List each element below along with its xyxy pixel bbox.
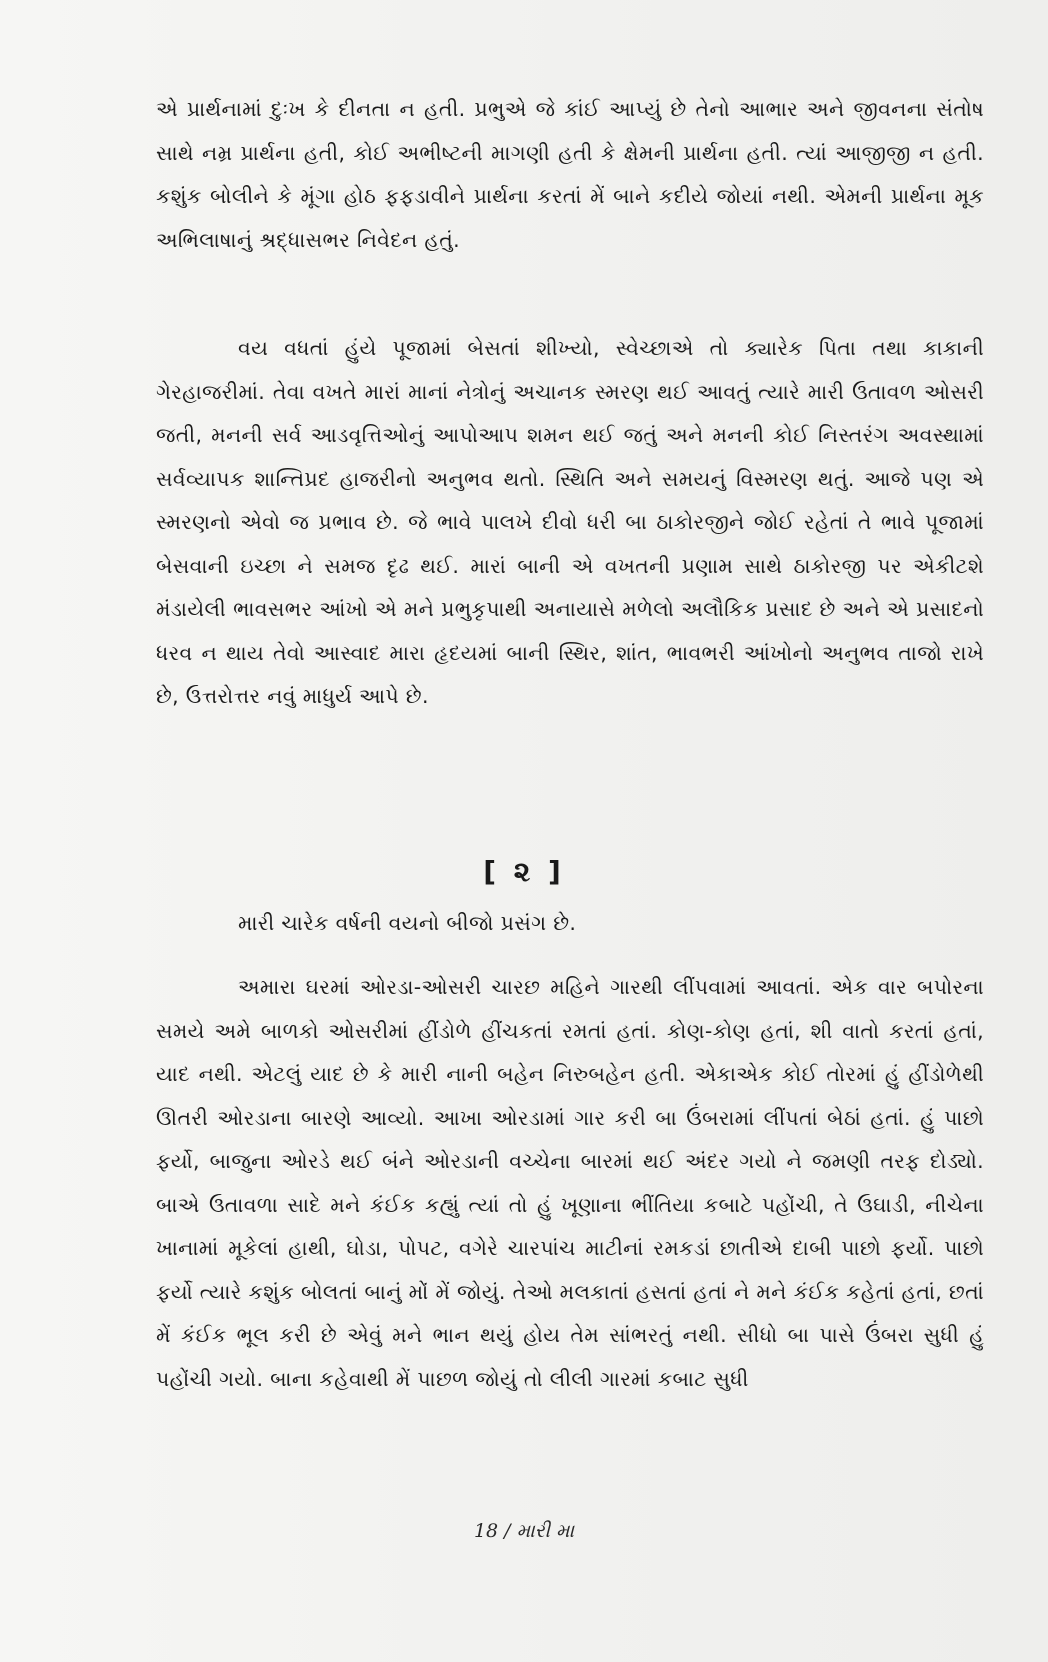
- paragraph-second-incident: મારી ચારેક વર્ષની વયનો બીજો પ્રસંગ છે.: [238, 911, 577, 935]
- section-heading: [ ૨ ]: [483, 855, 565, 888]
- paragraph-block-4: [156, 966, 984, 1401]
- paragraph-block-3: [156, 902, 984, 946]
- paragraph-puja-memory: વય વધતાં હુંયે પૂજામાં બેસતાં શીખ્યો, સ્વેચ્છાએ તો ક્યારેક પિતા તથા કાકાની ગેરહાજરીમાં. તેવા વખતે મારાં માનાં નેત્રોનું અચાનક સ્મરણ થઈ આવતું ત્યારે મારી ઉતાવળ ઓસરી જતી, મનની સર્વ આડવૃત્તિઓનું આપોઆપ શમન થઈ જતું અને મનની કોઈ નિસ્તરંગ અવસ્થામાં સર્વવ્યાપક શાન્તિપ્રદ હાજરીનો અનુભવ થતો. સ્થિતિ અને સમયનું વિસ્મરણ થતું. આજે પણ એ સ્મરણનો એવો જ પ્રભાવ છે. જે ભાવે પાલખે દીવો ધરી બા ઠાકોરજીને જોઈ રહેતાં તે ભાવે પૂજામાં બેસવાની ઇચ્છા ને સમજ દૃઢ થઈ. મારાં બાની એ વખતની પ્રણામ સાથે ઠાકોરજી પર એકીટશે મંડાયેલી ભાવસભર આંખો એ મને પ્રભુકૃપાથી અનાયાસે મળેલો અલૌકિક પ્રસાદ છે અને એ પ્રસાદનો ધરવ ન થાય તેવો આસ્વાદ મારા હૃદયમાં બાની સ્થિર, શાંત, ભાવભરી આંખોનો અનુભવ તાજો રાખે છે, ઉત્તરોત્તર નવું માધુર્ય આપે છે.: [156, 336, 984, 708]
- paragraph-prayer: એ પ્રાર્થનામાં દુઃખ કે દીનતા ન હતી. પ્રભુએ જે કાંઈ આપ્યું છે તેનો આભાર અને જીવનના સંતોષ સાથે નમ્ર પ્રાર્થના હતી, કોઈ અભીષ્ટની માગણી હતી કે ક્ષેમની પ્રાર્થના હતી. ત્યાં આજીજી ન હતી. કશુંક બોલીને કે મૂંગા હોઠ ફફડાવીને પ્રાર્થના કરતાં મેં બાને કદીયે જોયાં નથી. એમની પ્રાર્થના મૂક અભિલાષાનું શ્રદ્ધાસભર નિવેદન હતું.: [156, 97, 984, 252]
- paragraph-block-1: [156, 88, 984, 262]
- paragraph-toys-story: અમારા ઘરમાં ઓરડા-ઓસરી ચારછ મહિને ગારથી લીંપવામાં આવતાં. એક વાર બપોરના સમયે અમે બાળકો ઓસરીમાં હીંડોળે હીંચકતાં રમતાં હતાં. કોણ-કોણ હતાં, શી વાતો કરતાં હતાં, યાદ નથી. એટલું યાદ છે કે મારી નાની બહેન નિરુબહેન હતી. એકાએક કોઈ તોરમાં હું હીંડોળેથી ઊતરી ઓરડાના બારણે આવ્યો. આખા ઓરડામાં ગાર કરી બા ઉંબરામાં લીંપતાં બેઠાં હતાં. હું પાછો ફર્યો, બાજુના ઓરડે થઈ બંને ઓરડાની વચ્ચેના બારમાં થઈ અંદર ગયો ને જમણી તરફ દોડ્યો. બાએ ઉતાવળા સાદે મને કંઈક કહ્યું ત્યાં તો હું ખૂણાના ભીંતિયા કબાટે પહોંચી, તે ઉઘાડી, નીચેના ખાનામાં મૂકેલાં હાથી, ઘોડા, પોપટ, વગેરે ચારપાંચ માટીનાં રમકડાં છાતીએ દાબી પાછો ફર્યો. પાછો ફર્યો ત્યારે કશુંક બોલતાં બાનું મોં મેં જોયું. તેઓ મલકાતાં હસતાં હતાં ને મને કંઈક કહેતાં હતાં, છતાં મેં કંઈક ભૂલ કરી છે એવું મને ભાન થયું હોય તેમ સાંભરતું નથી. સીધો બા પાસે ઉંબરા સુધી હું પહોંચી ગયો. બાના કહેવાથી મેં પાછળ જોયું તો લીલી ગારમાં કબાટ સુધી: [156, 975, 984, 1391]
- page-footer: 18 / મારી મા: [473, 1520, 575, 1542]
- paragraph-block-2: [156, 327, 984, 719]
